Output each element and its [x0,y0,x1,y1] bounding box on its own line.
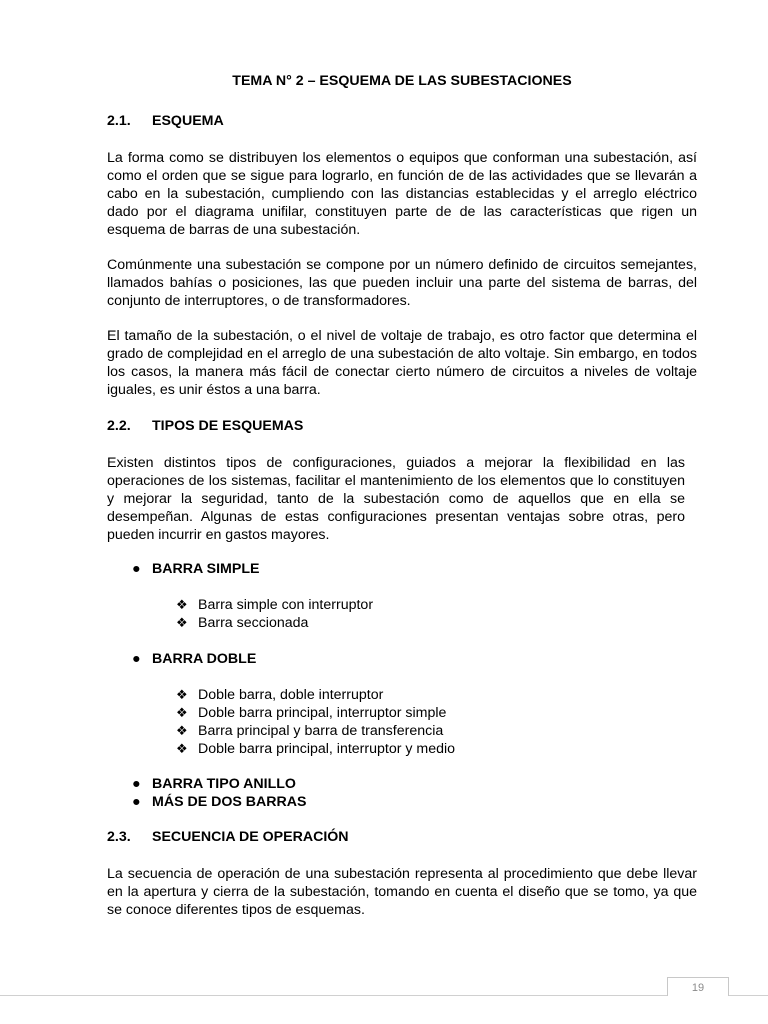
bullet-dot-icon: ● [132,794,141,810]
paragraph-text: Comúnmente una subestación se compone por un número definido de circuitos semejantes, llamados bahías o posiciones, las que pueden incluir una parte del sistema de barras, del conjunto de interruptores, o de transformadores. [107,257,697,309]
section-label: ESQUEMA [152,113,224,129]
paragraph-text: Existen distintos tipos de configuraciones, guiados a mejorar la flexibilidad en las operaciones de los sistemas, facilitar el mantenimiento de los elementos que lo constituyen y mejorar la seguridad, tanto de la subestación como de aquellos que en ella se desempeñan. Algunas de estas configuraciones presentan ventajas sobre otras, pero pueden incurrir en gastos mayores. [107,455,685,543]
sub-item [176,686,383,704]
bullet-label: BARRA TIPO ANILLO [152,776,296,792]
paragraph-text: La forma como se distribuyen los elementos o equipos que conforman una subestación, así como el orden que se sigue para lograrlo, en función de de las actividades que se llevarán a cabo en la subestación, cumpliendo con las distancias establecidas y el arreglo eléctrico dado por el diagrama unifilar, constituyen parte de de las características que rigen un esquema de barras de una subestación. [107,150,697,238]
sub-item [176,704,446,722]
sub-item [176,614,308,632]
page-number: 19 [667,977,729,996]
section-number: 2.2. [107,418,131,434]
sub-item-label: Barra simple con interruptor [198,597,374,613]
sub-item [176,722,443,740]
bullet-mas-de-dos-barras [132,793,307,811]
sub-item-label: Doble barra, doble interruptor [198,687,384,703]
bullet-dot-icon: ● [132,651,141,667]
diamond-bullet-icon: ❖ [176,741,188,756]
bullet-barra-tipo-anillo [132,775,296,793]
page-title: TEMA N° 2 – ESQUEMA DE LAS SUBESTACIONES [232,73,572,89]
bullet-label: MÁS DE DOS BARRAS [152,794,307,810]
sub-item-label: Doble barra principal, interruptor simple [198,705,447,721]
section-heading-2-3 [107,828,349,846]
bullet-label: BARRA DOBLE [152,651,257,667]
paragraph-text: El tamaño de la subestación, o el nivel de voltaje de trabajo, es otro factor que determina el grado de complejidad en el arreglo de una subestación de alto voltaje. Sin embargo, en todos los casos, la manera más fácil de conectar cierto número de circuitos a niveles de voltaje iguales, es unir éstos a una barra. [107,328,697,398]
bullet-dot-icon: ● [132,561,141,577]
paragraph-3 [107,327,697,399]
sub-item-label: Barra seccionada [198,615,309,631]
diamond-bullet-icon: ❖ [176,705,188,720]
paragraph-text: La secuencia de operación de una subestación representa al procedimiento que debe llevar en la apertura y cierra de la subestación, tomando en cuenta el diseño que se tomo, ya que se conoce diferentes tipos de esquemas. [107,866,697,918]
sub-item-label: Doble barra principal, interruptor y medio [198,741,456,757]
sub-item [176,596,373,614]
section-heading-2-2 [107,417,303,435]
paragraph-2 [107,256,697,310]
bullet-label: BARRA SIMPLE [152,561,260,577]
section-heading-2-1 [107,112,224,130]
paragraph-4 [107,454,685,544]
diamond-bullet-icon: ❖ [176,687,188,702]
section-number: 2.1. [107,113,131,129]
bullet-barra-simple [132,560,259,578]
bullet-dot-icon: ● [132,776,141,792]
section-label: SECUENCIA DE OPERACIÓN [152,829,349,845]
footer-divider [0,995,768,996]
bullet-barra-doble [132,650,256,668]
paragraph-1 [107,149,697,239]
section-number: 2.3. [107,829,131,845]
paragraph-5 [107,865,697,919]
sub-item [176,740,455,758]
section-label: TIPOS DE ESQUEMAS [152,418,304,434]
diamond-bullet-icon: ❖ [176,597,188,612]
diamond-bullet-icon: ❖ [176,615,188,630]
sub-item-label: Barra principal y barra de transferencia [198,723,444,739]
diamond-bullet-icon: ❖ [176,723,188,738]
